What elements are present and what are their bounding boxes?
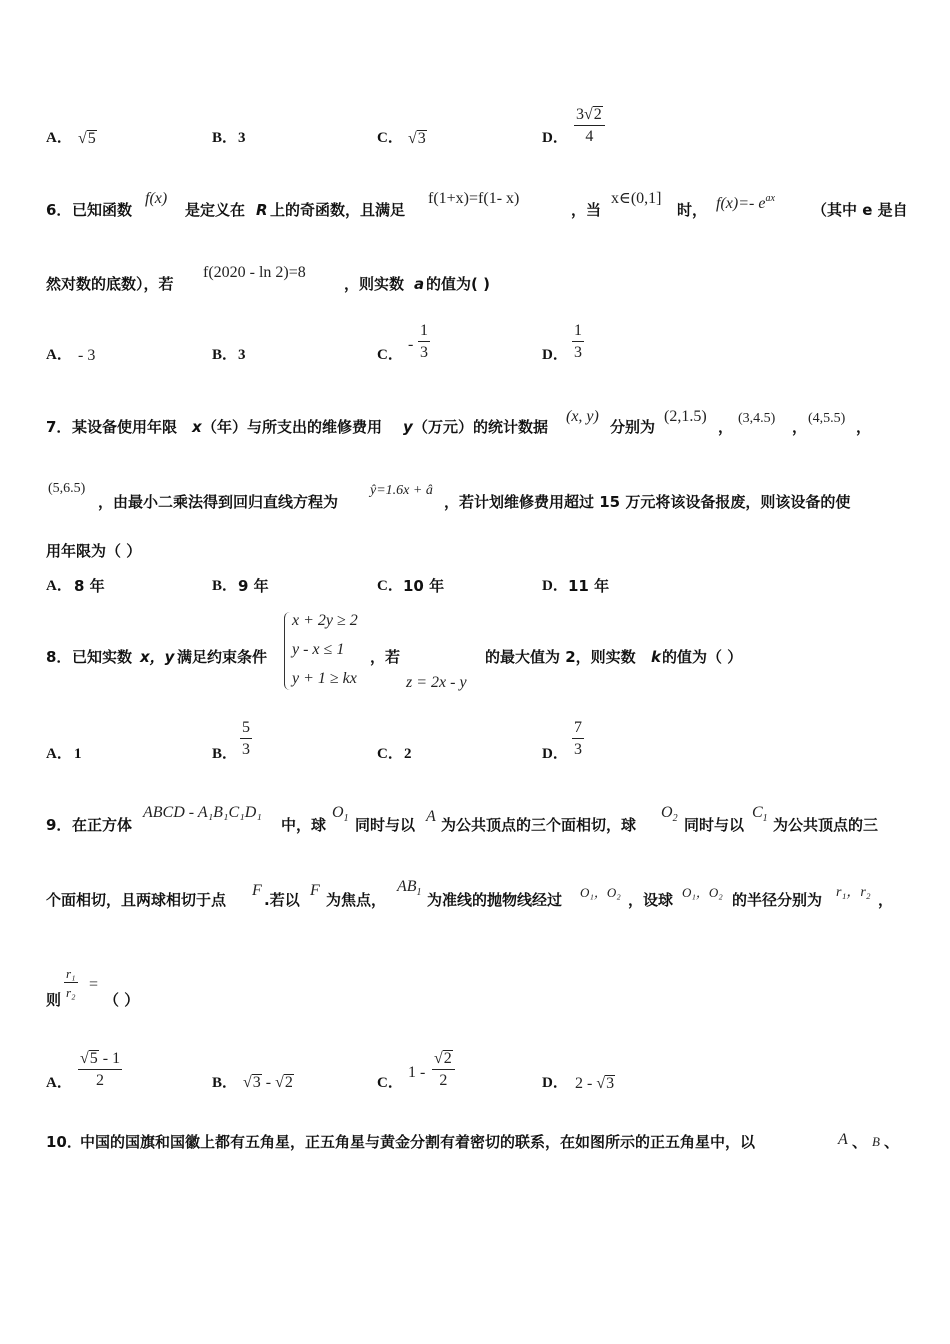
math-expression: x∈(0,1] (611, 190, 662, 207)
option-d-value: 11 年 (568, 577, 610, 595)
option-a-value: 8 年 (74, 577, 105, 595)
math-symbol: A (426, 808, 436, 825)
question-text: 个面相切，且两球相切于点 (46, 891, 227, 909)
separator: ， (856, 418, 872, 436)
math-symbol: x，y (140, 648, 175, 666)
question-text: 用年限为（ ） (46, 542, 142, 560)
option-a-value: √5 (78, 130, 96, 147)
constraint-1: x + 2y ≥ 2 (292, 612, 358, 629)
question-text: 的值为（ ） (662, 648, 743, 666)
option-b-value: 3 (238, 347, 246, 363)
data-point: (4,5.5) (808, 411, 846, 426)
math-expression: ABCD - A₁B₁C₁D₁ (143, 804, 262, 821)
option-c-value: √3 (408, 130, 426, 147)
question-text: 为准线的抛物线经过 (427, 891, 563, 909)
question-number: 6． (46, 201, 72, 219)
sphere-o2: $O_2$ (661, 804, 678, 824)
option-b-label[interactable]: B． (212, 746, 238, 762)
option-a-value: 1 (74, 746, 82, 762)
question-number: 9． (46, 816, 72, 834)
question-text: 则 (46, 991, 62, 1009)
option-d-label[interactable]: D． (542, 578, 568, 594)
question-number: 7． (46, 418, 72, 436)
sphere-o1: $O_1$ (332, 804, 349, 824)
separator: 、 (884, 1133, 900, 1151)
question-text: （其中 e 是自 (812, 201, 908, 219)
option-c-label[interactable]: C． (377, 1075, 403, 1091)
question-text: 然对数的底数），若 (46, 275, 174, 293)
question-text: ，当 (571, 201, 602, 219)
option-d-label[interactable]: D． (542, 347, 568, 363)
math-symbol: $C_1$ (752, 804, 768, 824)
objective-function: z = 2x - y (406, 674, 467, 691)
question-text: 满足约束条件 (177, 648, 268, 666)
math-expression: $AB_1$ (397, 878, 422, 898)
separator: ， (718, 418, 734, 436)
option-a-label[interactable]: A． (46, 578, 72, 594)
option-d-fraction: $\frac{3√2}{4}$ (574, 106, 605, 146)
data-point: (3,4.5) (738, 411, 776, 426)
constraint-brace (284, 612, 291, 690)
question-text: ，若 (370, 648, 401, 666)
math-expression: f(1+x)=f(1- x) (428, 190, 520, 207)
question-text: 某设备使用年限 (72, 418, 178, 436)
question-text: 分别为 (610, 418, 656, 436)
question-text: 的最大值为 2，则实数 (485, 648, 636, 666)
question-text: 已知函数 (72, 201, 133, 219)
question-text: 同时与以 (355, 816, 416, 834)
option-c-label[interactable]: C． (377, 578, 403, 594)
separator: 、 (852, 1133, 868, 1151)
question-text: 为公共顶点的三个面相切，球 (441, 816, 637, 834)
question-text: （万元）的统计数据 (413, 418, 549, 436)
option-d-fraction: $\frac{1}{3}$ (574, 322, 582, 361)
question-text: 上的奇函数，且满足 (270, 201, 406, 219)
question-text: ，由最小二乘法得到回归直线方程为 (98, 493, 339, 511)
question-text: 为公共顶点的三 (773, 816, 879, 834)
option-b-value: 9 年 (238, 577, 269, 595)
question-text: （ ） (104, 991, 140, 1009)
math-expression: O₁，O₂ (682, 885, 723, 900)
math-symbol: y (403, 418, 413, 436)
option-d-label[interactable]: D． (542, 746, 568, 762)
option-c-fraction: $\frac{1}{3}$ (420, 322, 428, 361)
option-c-label[interactable]: C． (377, 347, 403, 363)
question-text: ，若计划维修费用超过 15 万元将该设备报废，则该设备的使 (444, 493, 851, 511)
option-a-label[interactable]: A． (46, 130, 72, 146)
constraint-2: y - x ≤ 1 (292, 641, 345, 658)
option-a-value: - 3 (78, 347, 96, 364)
option-c-label[interactable]: C． (377, 130, 403, 146)
question-text: 中国的国旗和国徽上都有五角星，正五角星与黄金分割有着密切的联系，在如图所示的正五角星中，以 (80, 1133, 756, 1151)
option-d-value: 2 - √3 (575, 1075, 615, 1092)
question-text: （年）与所支出的维修费用 (202, 418, 383, 436)
math-expression: f(2020 - ln 2)=8 (203, 264, 306, 281)
separator: ， (792, 418, 808, 436)
math-symbol: k (651, 648, 661, 666)
option-b-value: √3 - √2 (243, 1074, 293, 1091)
option-d-fraction: $\frac{7}{3}$ (574, 719, 582, 758)
math-expression: r₁，r₂ (836, 885, 871, 900)
math-expression: f(x) (145, 190, 168, 207)
option-b-value: 3 (238, 130, 246, 146)
option-a-label[interactable]: A． (46, 746, 72, 762)
equals-sign: = (89, 976, 99, 993)
regression-equation: ŷ=1.6x + â (370, 483, 433, 498)
option-c-value: 10 年 (403, 577, 445, 595)
math-symbol: B (872, 1134, 880, 1149)
question-text: ，设球 (628, 891, 674, 909)
question-text: .若以 (264, 891, 300, 909)
option-d-label[interactable]: D． (542, 130, 568, 146)
option-d-label[interactable]: D． (542, 1075, 568, 1091)
math-symbol: F (310, 882, 320, 899)
math-symbol: F (252, 882, 262, 899)
option-b-label[interactable]: B． (212, 578, 238, 594)
math-expression: f(x)=- $e^{ax}$ (716, 193, 775, 212)
question-text: 的半径分别为 (732, 891, 823, 909)
question-text: 中，球 (281, 816, 327, 834)
option-b-label[interactable]: B． (212, 1075, 238, 1091)
option-c-sign: - (408, 336, 414, 353)
option-c-label[interactable]: C． (377, 746, 403, 762)
question-text: 为焦点， (326, 891, 387, 909)
data-point: (5,6.5) (48, 481, 86, 496)
question-text: 在正方体 (72, 816, 133, 834)
math-symbol: a (414, 275, 425, 293)
option-b-label[interactable]: B． (212, 347, 238, 363)
option-a-label[interactable]: A． (46, 347, 72, 363)
question-text: 的值为( ) (426, 275, 490, 293)
option-b-label[interactable]: B． (212, 130, 238, 146)
question-text: 是定义在 (185, 201, 246, 219)
question-number: 10． (46, 1133, 82, 1151)
option-c-value: 2 (404, 746, 412, 762)
question-number: 8． (46, 648, 72, 666)
option-b-fraction: $\frac{5}{3}$ (242, 719, 250, 758)
math-expression: O₁，O₂ (580, 885, 621, 900)
question-text: 已知实数 (72, 648, 133, 666)
question-text: ，则实数 (344, 275, 405, 293)
option-c-prefix: 1 - (408, 1064, 426, 1081)
math-symbol: x (192, 418, 202, 436)
question-text: 时， (677, 201, 708, 219)
data-point: (2,1.5) (664, 408, 707, 425)
math-expression: (x, y) (566, 408, 599, 425)
question-text: 同时与以 (684, 816, 745, 834)
option-a-fraction: $\frac{√5 - 1}{2}$ (80, 1050, 121, 1089)
question-text: ， (878, 891, 894, 909)
constraint-3: y + 1 ≥ kx (292, 670, 357, 687)
math-symbol: A (838, 1131, 848, 1148)
math-symbol: R (256, 201, 268, 219)
ratio-fraction: $\frac{\text{r₁}}{\text{r₂}}$ (66, 966, 76, 1000)
option-a-label[interactable]: A． (46, 1075, 72, 1091)
option-c-fraction: $\frac{√2}{2}$ (432, 1050, 455, 1090)
